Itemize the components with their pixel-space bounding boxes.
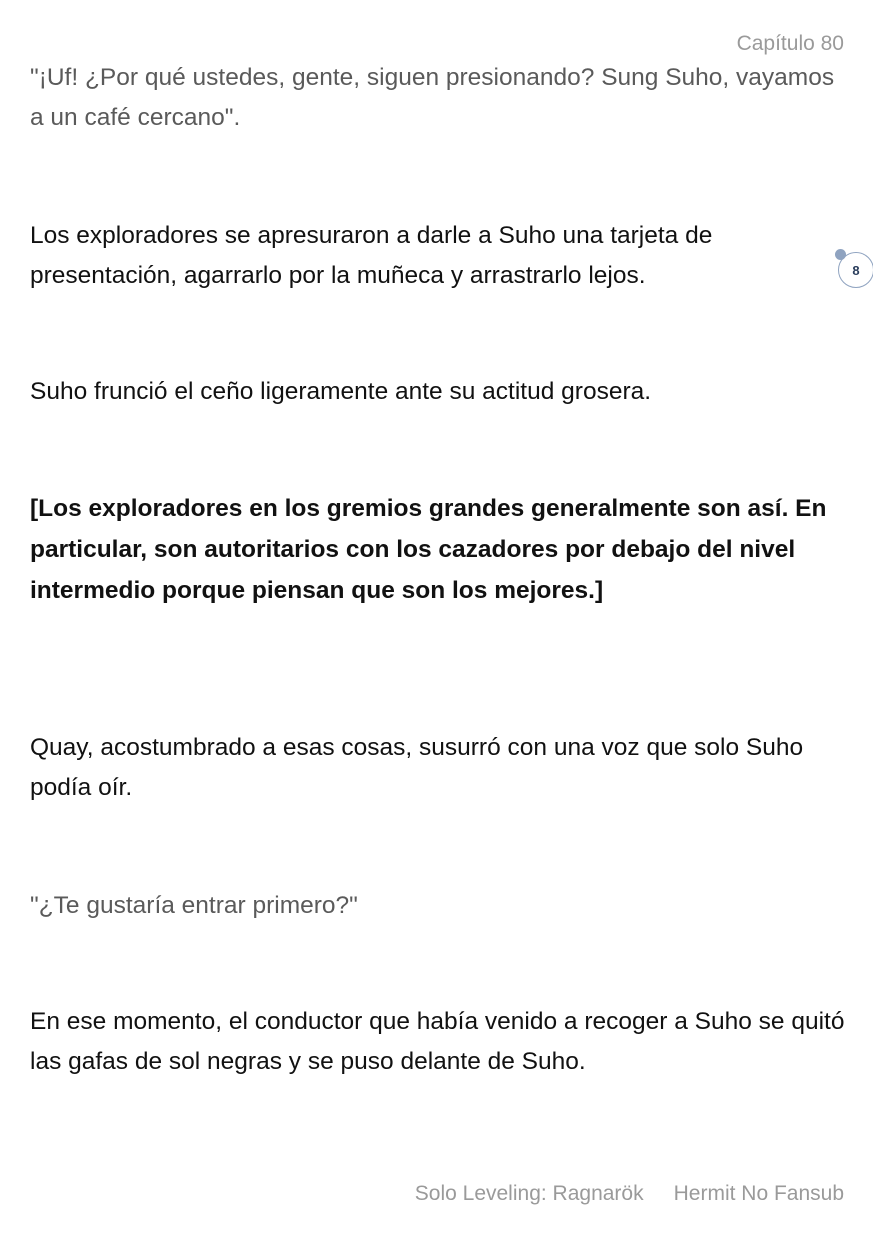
novel-title: Solo Leveling: Ragnarök	[414, 1182, 644, 1205]
chapter-label: Capítulo 80	[736, 32, 844, 55]
paragraph-narration: Los exploradores se apresuraron a darle a Suho una tarjeta de presentación, agarrarlo por la muñeca y arrastrarlo lejos.	[30, 222, 713, 289]
comment-count-badge[interactable]	[838, 252, 873, 288]
comment-count: 8	[852, 262, 860, 278]
footer	[385, 1182, 844, 1206]
badge-dot-icon	[835, 249, 846, 260]
paragraph-system-message: [Los exploradores en los gremios grandes generalmente son así. En particular, son autoritarios con los cazadores por debajo del nivel intermedio porque piensan que son los mejores.]	[30, 495, 827, 604]
translator-group: Hermit No Fansub	[673, 1182, 844, 1205]
paragraph-dialogue: "¿Te gustaría entrar primero?"	[30, 892, 358, 919]
paragraph-narration: Suho frunció el ceño ligeramente ante su actitud grosera.	[30, 378, 652, 405]
paragraph-narration: En ese momento, el conductor que había venido a recoger a Suho se quitó las gafas de sol negras y se puso delante de Suho.	[30, 1008, 845, 1075]
paragraph-dialogue: "¡Uf! ¿Por qué ustedes, gente, siguen presionando? Sung Suho, vayamos a un café cercano".	[30, 64, 835, 131]
paragraph-narration: Quay, acostumbrado a esas cosas, susurró con una voz que solo Suho podía oír.	[30, 734, 804, 801]
